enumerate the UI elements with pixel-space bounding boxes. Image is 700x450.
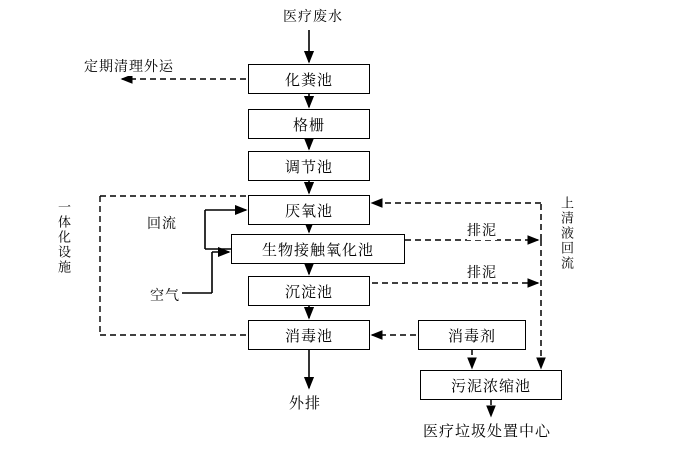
node-regulating-tank-label: 调节池 bbox=[284, 157, 333, 176]
node-sludge-thickening-tank-label: 污泥浓缩池 bbox=[450, 376, 531, 395]
node-grille[interactable] bbox=[248, 109, 370, 139]
node-sedimentation-tank-label: 沉淀池 bbox=[284, 282, 333, 301]
node-biological-contact-oxidation-tank[interactable] bbox=[231, 234, 405, 264]
label-outlet: 外排 bbox=[289, 394, 322, 412]
label-sludge-discharge-2: 排泥 bbox=[467, 262, 497, 282]
node-regulating-tank[interactable] bbox=[248, 151, 370, 181]
node-disinfection-tank[interactable] bbox=[248, 320, 370, 350]
node-inlet bbox=[263, 4, 363, 28]
node-biological-contact-oxidation-tank-label: 生物接触氧化池 bbox=[261, 240, 374, 259]
node-inlet-label: 医疗废水 bbox=[283, 9, 343, 25]
label-regular-cleaning: 定期清理外运 bbox=[84, 56, 174, 76]
node-septic-tank-label: 化粪池 bbox=[284, 70, 333, 89]
node-sludge-thickening-tank[interactable] bbox=[420, 370, 562, 400]
node-sedimentation-tank[interactable] bbox=[248, 276, 370, 306]
node-anaerobic-tank-label: 厌氧池 bbox=[284, 201, 333, 220]
node-disinfectant-label: 消毒剂 bbox=[447, 326, 496, 345]
label-integrated-facility: 一体化设施 bbox=[53, 200, 72, 330]
node-grille-label: 格栅 bbox=[292, 115, 325, 134]
node-septic-tank[interactable] bbox=[248, 64, 370, 94]
node-disinfectant[interactable] bbox=[418, 320, 526, 350]
node-disinfection-tank-label: 消毒池 bbox=[284, 326, 333, 345]
node-anaerobic-tank[interactable] bbox=[248, 195, 370, 225]
label-medical-waste-center: 医疗垃圾处置中心 bbox=[423, 422, 552, 440]
label-air: 空气 bbox=[150, 285, 180, 305]
label-sludge-discharge-1: 排泥 bbox=[467, 220, 497, 240]
label-supernatant-reflux: 上清液回流 bbox=[556, 196, 575, 326]
label-reflux: 回流 bbox=[147, 213, 177, 233]
